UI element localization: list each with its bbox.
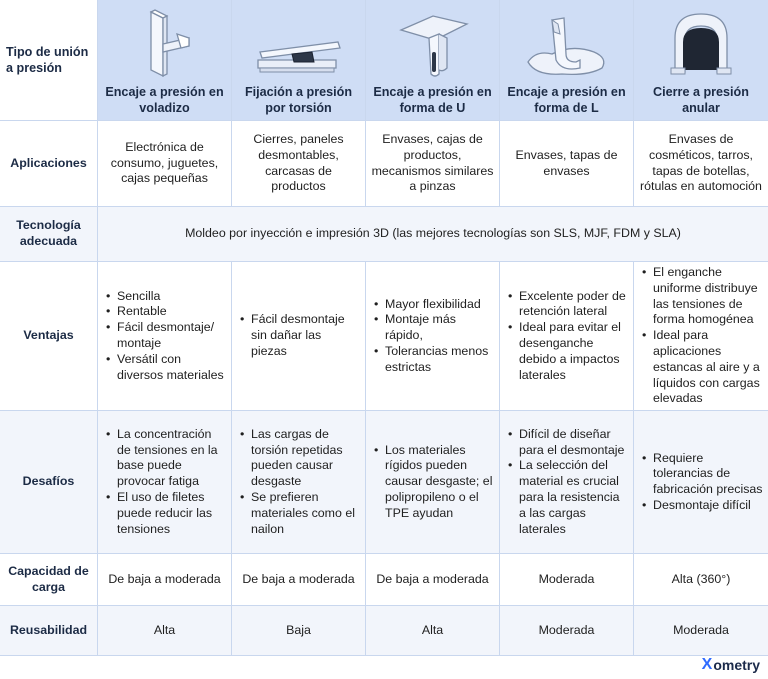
cell-aplicaciones: Cierres, paneles desmontables, carcasas de productos (232, 121, 366, 207)
header-col-l-shaped (500, 0, 634, 121)
cell-ventajas (366, 262, 500, 411)
cell-reusabilidad: Alta (98, 606, 232, 656)
list-item: • Fácil desmontaje/ montaje (105, 320, 226, 352)
list-item: • La selección del material es crucial para la resistencia a las cargas laterales (507, 458, 628, 537)
list-item: • Sencilla (105, 289, 226, 305)
row-label-reusabilidad: Reusabilidad (0, 606, 98, 656)
cell-capacidad: Alta (360°) (634, 554, 768, 606)
list-item: • Rentable (105, 304, 226, 320)
header-col-annular (634, 0, 768, 121)
list-item: • Montaje más rápido, (373, 312, 494, 344)
cell-reusabilidad: Moderada (634, 606, 768, 656)
row-capacidad (0, 554, 768, 606)
cell-ventajas (232, 262, 366, 411)
cell-aplicaciones: Envases, cajas de productos, mecanismos similares a pinzas (366, 121, 500, 207)
row-label-desafios: Desafíos (0, 411, 98, 554)
cell-reusabilidad: Alta (366, 606, 500, 656)
header-col-cantilever (98, 0, 232, 121)
cell-reusabilidad: Moderada (500, 606, 634, 656)
logo-wordmark: ometry (713, 657, 760, 673)
torsion-snap-fit-icon (254, 30, 344, 80)
list-item: • Las cargas de torsión repetidas pueden causar desgaste (239, 427, 360, 490)
row-label-aplicaciones: Aplicaciones (0, 121, 98, 207)
list-item: • Excelente poder de retención lateral (507, 289, 628, 321)
header-title-torsion: Fijación a presión por torsión (244, 85, 353, 115)
list-item: • Tolerancias menos estrictas (373, 344, 494, 376)
list-item: • Los materiales rígidos pueden causar desgaste; el polipropileno o el TPE ayudan (373, 443, 494, 522)
cell-reusabilidad: Baja (232, 606, 366, 656)
cell-tecnologia: Moldeo por inyección e impresión 3D (las mejores tecnologías son SLS, MJF, FDM y SLA) (98, 207, 768, 262)
cell-capacidad: De baja a moderada (98, 554, 232, 606)
cell-ventajas (500, 262, 634, 411)
cell-capacidad: De baja a moderada (232, 554, 366, 606)
cell-desafios (634, 411, 768, 554)
list-item: • La concentración de tensiones en la base puede provocar fatiga (105, 427, 226, 490)
list-item: • Desmontaje difícil (641, 498, 763, 514)
header-col-torsion (232, 0, 366, 121)
row-label-capacidad: Capacidad de carga (0, 554, 98, 606)
row-tecnologia (0, 207, 768, 262)
list-item: • El enganche uniforme distribuye las tensiones de forma homogénea (641, 265, 763, 328)
cell-aplicaciones: Electrónica de consumo, juguetes, cajas pequeñas (98, 121, 232, 207)
cell-aplicaciones: Envases de cosméticos, tarros, tapas de botellas, rótulas en automoción (634, 121, 768, 207)
logo-mark: X (701, 656, 713, 673)
row-aplicaciones (0, 121, 768, 207)
cell-aplicaciones: Envases, tapas de envases (500, 121, 634, 207)
header-title-cantilever: Encaje a presión en voladizo (105, 85, 224, 115)
cell-desafios (500, 411, 634, 554)
cell-capacidad: De baja a moderada (366, 554, 500, 606)
l-shaped-snap-fit-icon (522, 14, 612, 80)
header-row-label: Tipo de unión a presión (0, 0, 98, 121)
row-ventajas (0, 262, 768, 411)
header-col-u-shaped (366, 0, 500, 121)
list-item: • Mayor flexibilidad (373, 297, 494, 313)
cell-desafios (366, 411, 500, 554)
cantilever-snap-fit-icon (133, 8, 197, 80)
list-item: • Requiere tolerancias de fabricación precisas (641, 451, 763, 498)
row-label-tecnologia: Tecnología adecuada (0, 207, 98, 262)
row-reusabilidad (0, 606, 768, 656)
list-item: • Ideal para evitar el desenganche debido a impactos laterales (507, 320, 628, 383)
list-item: • Ideal para aplicaciones estancas al aire y a líquidos con cargas elevadas (641, 328, 763, 407)
list-item: • Versátil con diversos materiales (105, 352, 226, 384)
cell-ventajas (98, 262, 232, 411)
list-item: • El uso de filetes puede reducir las tensiones (105, 490, 226, 537)
cell-desafios (232, 411, 366, 554)
header-row (0, 0, 768, 121)
list-item: • Se prefieren materiales como el nailon (239, 490, 360, 537)
header-title-u-shaped: Encaje a presión en forma de U (373, 85, 492, 115)
cell-ventajas (634, 262, 768, 411)
list-item: • Fácil desmontaje sin dañar las piezas (239, 312, 360, 359)
header-title-l-shaped: Encaje a presión en forma de L (507, 85, 626, 115)
xometry-logo (702, 656, 760, 674)
annular-snap-fit-icon (661, 8, 741, 80)
u-shaped-snap-fit-icon (393, 8, 473, 80)
row-label-ventajas: Ventajas (0, 262, 98, 411)
list-item: • Difícil de diseñar para el desmontaje (507, 427, 628, 459)
cell-desafios (98, 411, 232, 554)
header-title-annular: Cierre a presión anular (653, 85, 749, 115)
row-desafios (0, 411, 768, 554)
cell-capacidad: Moderada (500, 554, 634, 606)
